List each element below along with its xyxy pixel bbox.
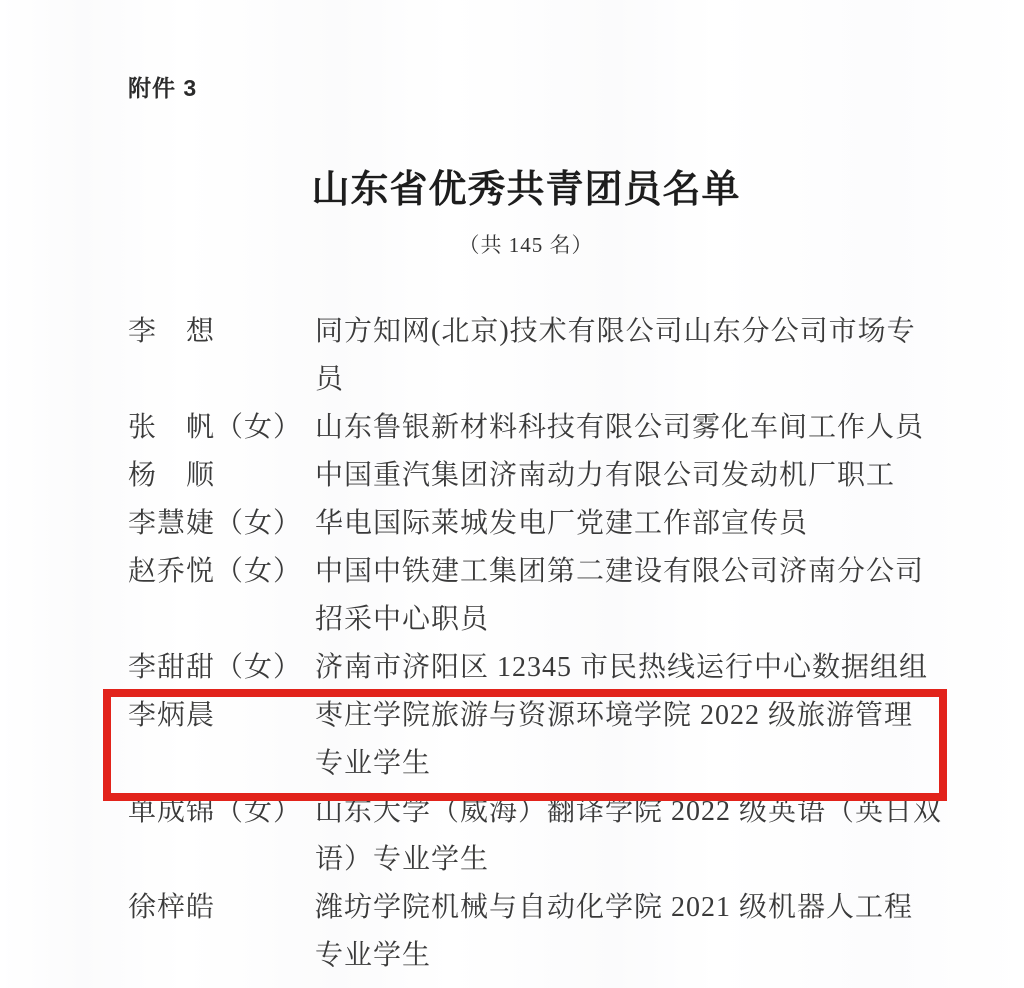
description-line: 招采中心职员 (315, 604, 490, 635)
description-line: 专业学生 (315, 748, 432, 779)
member-count-subtitle: （共 145 名） (458, 233, 594, 257)
description-line: 枣庄学院旅游与资源环境学院 2022 级旅游管理 (315, 700, 914, 731)
description-line: 同方知网(北京)技术有限公司山东分公司市场专 (315, 316, 916, 347)
member-name: 杨 顺 (128, 460, 216, 491)
description-line: 山东大学（威海）翻译学院 2022 级英语（英日双 (315, 796, 943, 827)
member-description (315, 452, 935, 500)
member-list (128, 308, 943, 980)
member-name: 李炳晨 (128, 700, 216, 731)
list-entry (128, 788, 943, 884)
member-name: 李 想 (128, 316, 216, 347)
description-line: 专业学生 (315, 940, 432, 971)
description-line: 中国重汽集团济南动力有限公司发动机厂职工 (315, 460, 896, 491)
member-name: 赵乔悦（女） (128, 556, 303, 587)
member-name: 李慧婕（女） (128, 508, 303, 539)
member-name: 李甜甜（女） (128, 652, 303, 683)
member-name: 单成锦（女） (128, 796, 303, 827)
list-entry (128, 884, 940, 980)
member-description (315, 884, 935, 980)
attachment-label: 附件 3 (128, 75, 198, 101)
list-entry (128, 308, 940, 404)
member-description (315, 644, 935, 692)
list-entry (128, 644, 940, 692)
description-line: 山东鲁银新材料科技有限公司雾化车间工作人员 (315, 412, 925, 443)
member-description (315, 788, 943, 884)
member-description (315, 308, 935, 404)
description-line: 华电国际莱城发电厂党建工作部宣传员 (315, 508, 809, 539)
list-entry (128, 548, 940, 644)
list-entry (128, 404, 940, 452)
description-line: 潍坊学院机械与自动化学院 2021 级机器人工程 (315, 892, 914, 923)
member-description (315, 548, 935, 644)
document-title: 山东省优秀共青团员名单 (311, 169, 741, 211)
member-name: 徐梓皓 (128, 892, 216, 923)
member-description (315, 404, 935, 452)
member-name: 张 帆（女） (128, 412, 303, 443)
title-block (0, 158, 1024, 259)
description-line: 中国中铁建工集团第二建设有限公司济南分公司 (315, 556, 925, 587)
description-line: 济南市济阳区 12345 市民热线运行中心数据组组 (315, 652, 929, 683)
list-entry (128, 452, 940, 500)
description-line: 语）专业学生 (315, 844, 490, 875)
list-entry (128, 500, 940, 548)
list-entry (128, 692, 940, 788)
member-description (315, 692, 935, 788)
member-description (315, 500, 935, 548)
description-line: 员 (315, 364, 345, 395)
